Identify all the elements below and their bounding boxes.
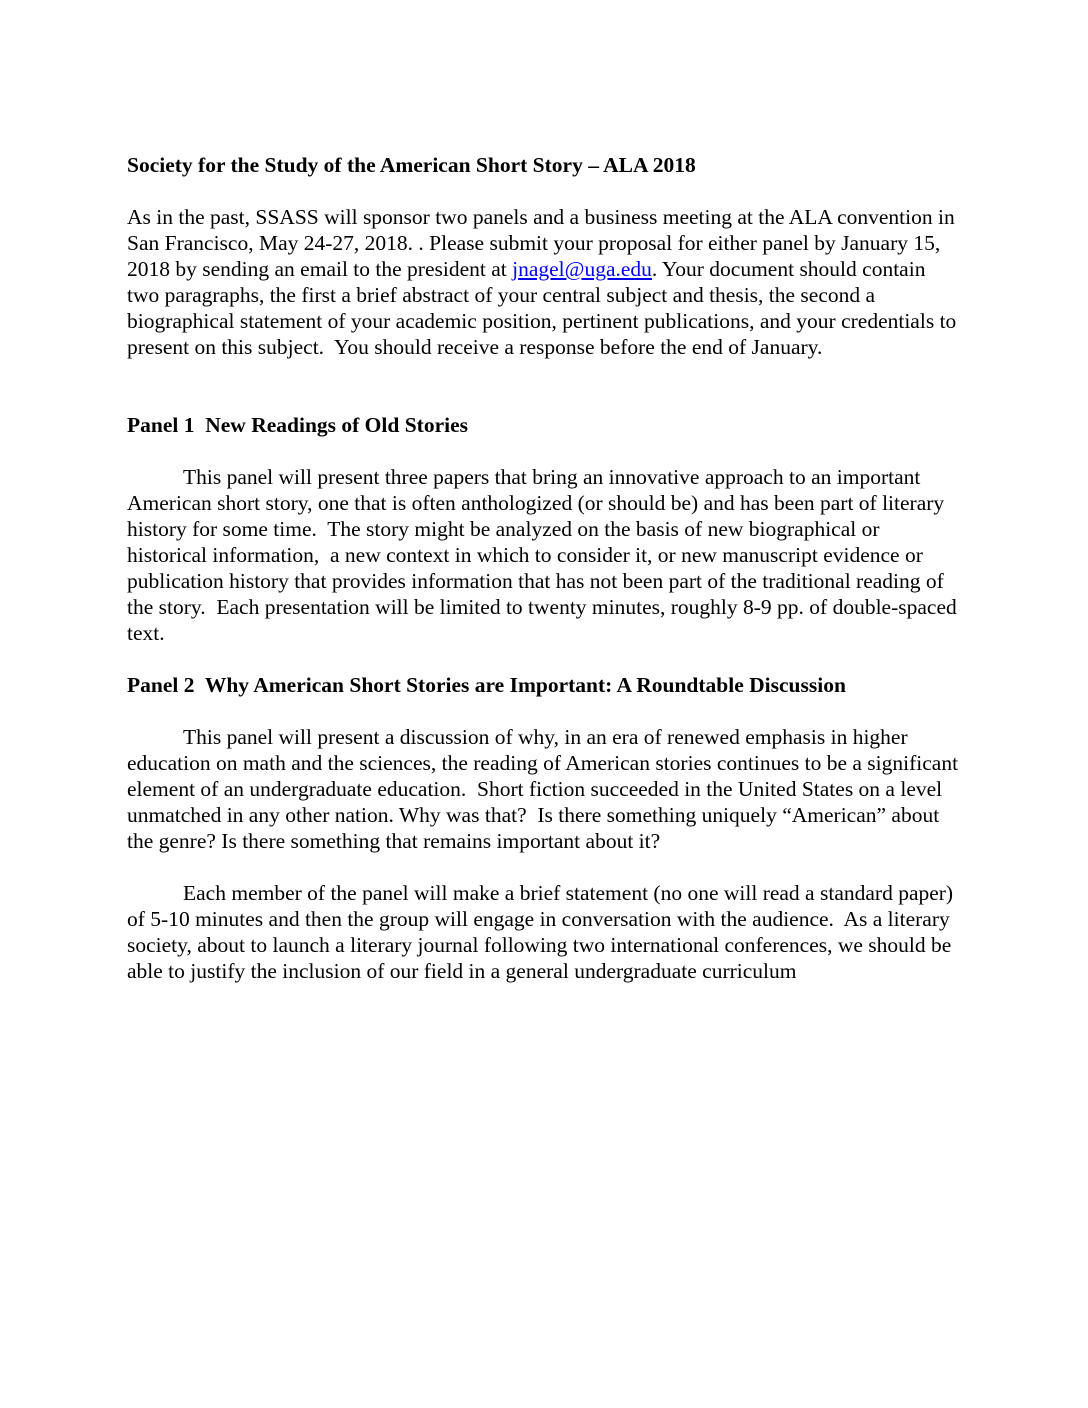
panel1-heading: Panel 1 New Readings of Old Stories	[127, 413, 469, 437]
document-title: Society for the Study of the American Short Story – ALA 2018	[127, 153, 696, 177]
intro-text-before-link: As in the past, SSASS will sponsor two panels and a business meeting at the ALA convention in San Francisco, May 24-27, 2018. . Please submit your proposal for either panel by January 15, 2018 by sending an email to the president at	[127, 205, 961, 281]
panel2-body-paragraph-2: Each member of the panel will make a brief statement (no one will read a standard paper) of 5-10 minutes and then the group will engage in conversation with the audience. As a literary society, about to launch a literary journal following two international conferences, we should be able to justify the inclusion of our field in a general undergraduate curriculum	[127, 881, 959, 983]
intro-text-after-link: . Your document should contain two paragraphs, the first a brief abstract of your central subject and thesis, the second a biographical statement of your academic position, pertinent publications, and your credentials to present on this subject. You should receive a response before the end of January.	[127, 257, 962, 359]
panel2-body-paragraph-1: This panel will present a discussion of why, in an era of renewed emphasis in higher education on math and the sciences, the reading of American stories continues to be a significant element of an undergraduate education. Short fiction succeeded in the United States on a level unmatched in any other nation. Why was that? Is there something uniquely “American” about the genre? Is there something that remains important about it?	[127, 725, 964, 853]
intro-paragraph	[127, 204, 960, 360]
email-link[interactable]: jnagel@uga.edu	[512, 257, 652, 281]
panel2-heading: Panel 2 Why American Short Stories are Important: A Roundtable Discussion	[127, 673, 846, 697]
panel1-body-paragraph: This panel will present three papers that bring an innovative approach to an important American short story, one that is often anthologized (or should be) and has been part of literary history for some time. The story might be analyzed on the basis of new biographical or historical information, a new context in which to consider it, or new manuscript evidence or publication history that provides information that has not been part of the traditional reading of the story. Each presentation will be limited to twenty minutes, roughly 8-9 pp. of double-spaced text.	[127, 465, 963, 645]
